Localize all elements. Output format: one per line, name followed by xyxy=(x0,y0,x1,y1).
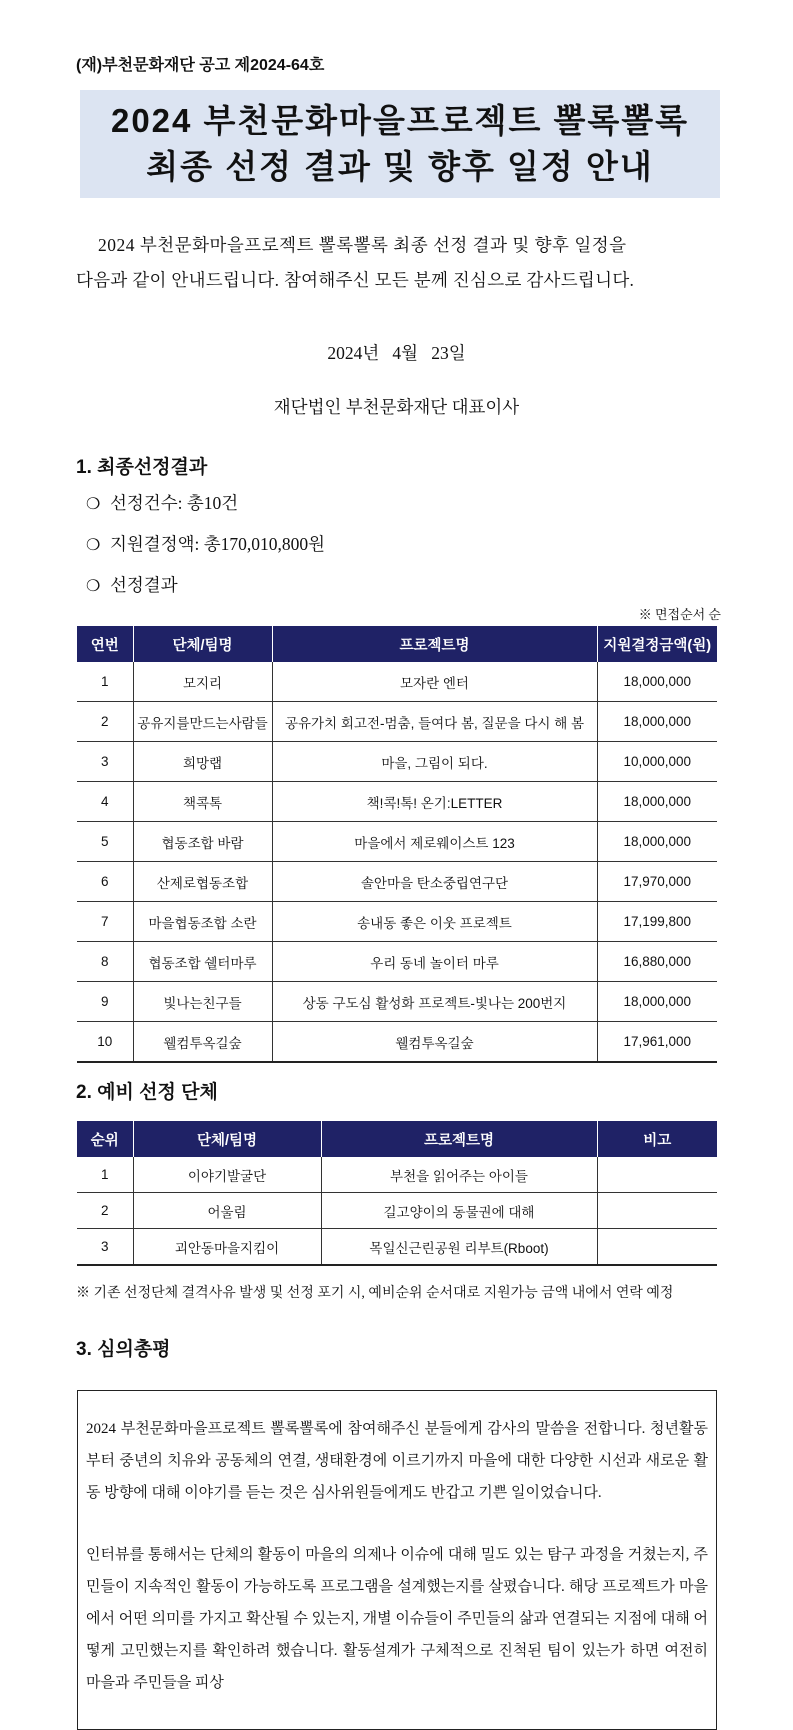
reserve-selection-table xyxy=(77,1121,717,1266)
title-line-1: 2024 부천문화마을프로젝트 뽈록뽈록 xyxy=(110,102,690,139)
table-cell: 웰컴투옥길숲 xyxy=(272,1022,597,1063)
table-row xyxy=(77,662,717,702)
table-cell: 2 xyxy=(77,1193,133,1229)
intro-text xyxy=(76,228,722,298)
table-cell: 17,961,000 xyxy=(597,1022,717,1063)
table-cell xyxy=(597,1193,717,1229)
table-cell: 9 xyxy=(77,982,133,1022)
table-cell: 마을에서 제로웨이스트 123 xyxy=(272,822,597,862)
announcement-date: 2024년 4월 23일 xyxy=(327,343,466,363)
table-cell: 17,199,800 xyxy=(597,902,717,942)
table-row xyxy=(77,942,717,982)
intro-line-1: 2024 부천문화마을프로젝트 뽈록뽈록 최종 선정 결과 및 향후 일정을 xyxy=(98,235,627,255)
table-cell: 18,000,000 xyxy=(597,702,717,742)
final-selection-table xyxy=(77,626,717,1063)
table-cell: 4 xyxy=(77,782,133,822)
bullet-selection-count: ❍ 선정건수: 총10건 xyxy=(86,493,239,513)
table-cell: 모자란 엔터 xyxy=(272,662,597,702)
table-cell: 길고양이의 동물권에 대해 xyxy=(321,1193,597,1229)
table-cell: 부천을 읽어주는 아이들 xyxy=(321,1157,597,1193)
table-cell: 이야기발굴단 xyxy=(133,1157,321,1193)
review-paragraph-2: 인터뷰를 통해서는 단체의 활동이 마을의 의제나 이슈에 대해 밀도 있는 탐구 과정을 거쳤는지, 주민들이 지속적인 활동이 가능하도록 프로그램을 설계했는지를 살폈습니다. 해당 프로젝트가 마을에서 어떤 의미를 가지고 확산될 수 있는지, 개별 이슈들이 주민들의 삶과 연결되는 지점에 대해 어떻게 고민했는지를 확인하려 했습니다. 활동설계가 구체적으로 진척된 팀이 있는가 하면 여전히 마을과 주민들을 피상 xyxy=(86,1547,708,1691)
table-cell: 책!콕!톡! 온기:LETTER xyxy=(272,782,597,822)
table-cell: 공유지를만드는사람들 xyxy=(133,702,272,742)
table-cell: 마을협동조합 소란 xyxy=(133,902,272,942)
table-cell xyxy=(597,1229,717,1266)
table-cell: 목일신근린공원 리부트(Rboot) xyxy=(321,1229,597,1266)
table-cell: 8 xyxy=(77,942,133,982)
header-team: 단체/팀명 xyxy=(133,1121,321,1157)
table-cell: 웰컴투옥길숲 xyxy=(133,1022,272,1063)
header-remarks: 비고 xyxy=(597,1121,717,1157)
table-cell: 7 xyxy=(77,902,133,942)
table-cell: 상동 구도심 활성화 프로젝트-빛나는 200번지 xyxy=(272,982,597,1022)
header-amount: 지원결정금액(원) xyxy=(597,626,717,662)
table-header-row xyxy=(77,1121,717,1157)
table-row xyxy=(77,1022,717,1063)
table-header-row xyxy=(77,626,717,662)
table-cell: 10,000,000 xyxy=(597,742,717,782)
section2-heading: 2. 예비 선정 단체 xyxy=(76,1082,218,1103)
header-rank: 순위 xyxy=(77,1121,133,1157)
header-no: 연번 xyxy=(77,626,133,662)
table-cell: 16,880,000 xyxy=(597,942,717,982)
section1-heading: 1. 최종선정결과 xyxy=(76,457,208,478)
table-row xyxy=(77,782,717,822)
table-cell: 솔안마을 탄소중립연구단 xyxy=(272,862,597,902)
table-cell: 17,970,000 xyxy=(597,862,717,902)
table-row xyxy=(77,742,717,782)
table-cell: 괴안동마을지킴이 xyxy=(133,1229,321,1266)
header-team: 단체/팀명 xyxy=(133,626,272,662)
circle-bullet-icon: ❍ xyxy=(86,535,101,554)
circle-bullet-icon: ❍ xyxy=(86,494,101,513)
table-cell: 3 xyxy=(77,742,133,782)
section3-heading: 3. 심의총평 xyxy=(76,1339,171,1360)
table-cell: 희망랩 xyxy=(133,742,272,782)
table-row xyxy=(77,982,717,1022)
table-row xyxy=(77,822,717,862)
table-cell: 6 xyxy=(77,862,133,902)
header-project: 프로젝트명 xyxy=(272,626,597,662)
table-row xyxy=(77,902,717,942)
table-cell: 18,000,000 xyxy=(597,982,717,1022)
table-cell: 협동조합 쉘터마루 xyxy=(133,942,272,982)
table-cell xyxy=(597,1157,717,1193)
intro-line-2: 다음과 같이 안내드립니다. 참여해주신 모든 분께 진심으로 감사드립니다. xyxy=(76,270,635,290)
table-cell: 2 xyxy=(77,702,133,742)
bullet-support-amount: ❍ 지원결정액: 총170,010,800원 xyxy=(86,534,326,554)
table-cell: 협동조합 바람 xyxy=(133,822,272,862)
bullet-selection-result: ❍ 선정결과 xyxy=(86,575,178,595)
notice-number: (재)부천문화재단 공고 제2024-64호 xyxy=(76,57,325,74)
table-row xyxy=(77,1193,717,1229)
table-cell: 18,000,000 xyxy=(597,822,717,862)
table-cell: 빛나는친구들 xyxy=(133,982,272,1022)
table-cell: 3 xyxy=(77,1229,133,1266)
table-cell: 18,000,000 xyxy=(597,782,717,822)
table-cell: 우리 동네 놀이터 마루 xyxy=(272,942,597,982)
organization-signature: 재단법인 부천문화재단 대표이사 xyxy=(273,397,520,417)
table-cell: 10 xyxy=(77,1022,133,1063)
table-cell: 송내동 좋은 이웃 프로젝트 xyxy=(272,902,597,942)
table-cell: 모지리 xyxy=(133,662,272,702)
title-line-2: 최종 선정 결과 및 향후 일정 안내 xyxy=(146,148,654,185)
circle-bullet-icon: ❍ xyxy=(86,576,101,595)
table-cell: 18,000,000 xyxy=(597,662,717,702)
table-cell: 5 xyxy=(77,822,133,862)
review-box xyxy=(77,1390,717,1730)
table-row xyxy=(77,862,717,902)
table-row xyxy=(77,1157,717,1193)
table-cell: 어울림 xyxy=(133,1193,321,1229)
reserve-note: ※ 기존 선정단체 결격사유 발생 및 선정 포기 시, 예비순위 순서대로 지원가능 금액 내에서 연락 예정 xyxy=(76,1286,674,1301)
table-row xyxy=(77,702,717,742)
table-cell: 책콕톡 xyxy=(133,782,272,822)
table-row xyxy=(77,1229,717,1266)
title-box xyxy=(80,90,720,198)
order-note: ※ 면접순서 순 xyxy=(638,607,721,622)
table-cell: 1 xyxy=(77,662,133,702)
table-cell: 산제로협동조합 xyxy=(133,862,272,902)
review-paragraph-1: 2024 부천문화마을프로젝트 뽈록뽈록에 참여해주신 분들에게 감사의 말씀을 전합니다. 청년활동부터 중년의 치유와 공동체의 연결, 생태환경에 이르기까지 마을에 대한 다양한 시선과 새로운 활동 방향에 대해 이야기를 듣는 것은 심사위원들에게도 반갑고 기쁜 일이었습니다. xyxy=(86,1421,708,1501)
header-project: 프로젝트명 xyxy=(321,1121,597,1157)
table-cell: 공유가치 회고전-멈춤, 들여다 봄, 질문을 다시 해 봄 xyxy=(272,702,597,742)
table-cell: 마을, 그림이 되다. xyxy=(272,742,597,782)
table-cell: 1 xyxy=(77,1157,133,1193)
